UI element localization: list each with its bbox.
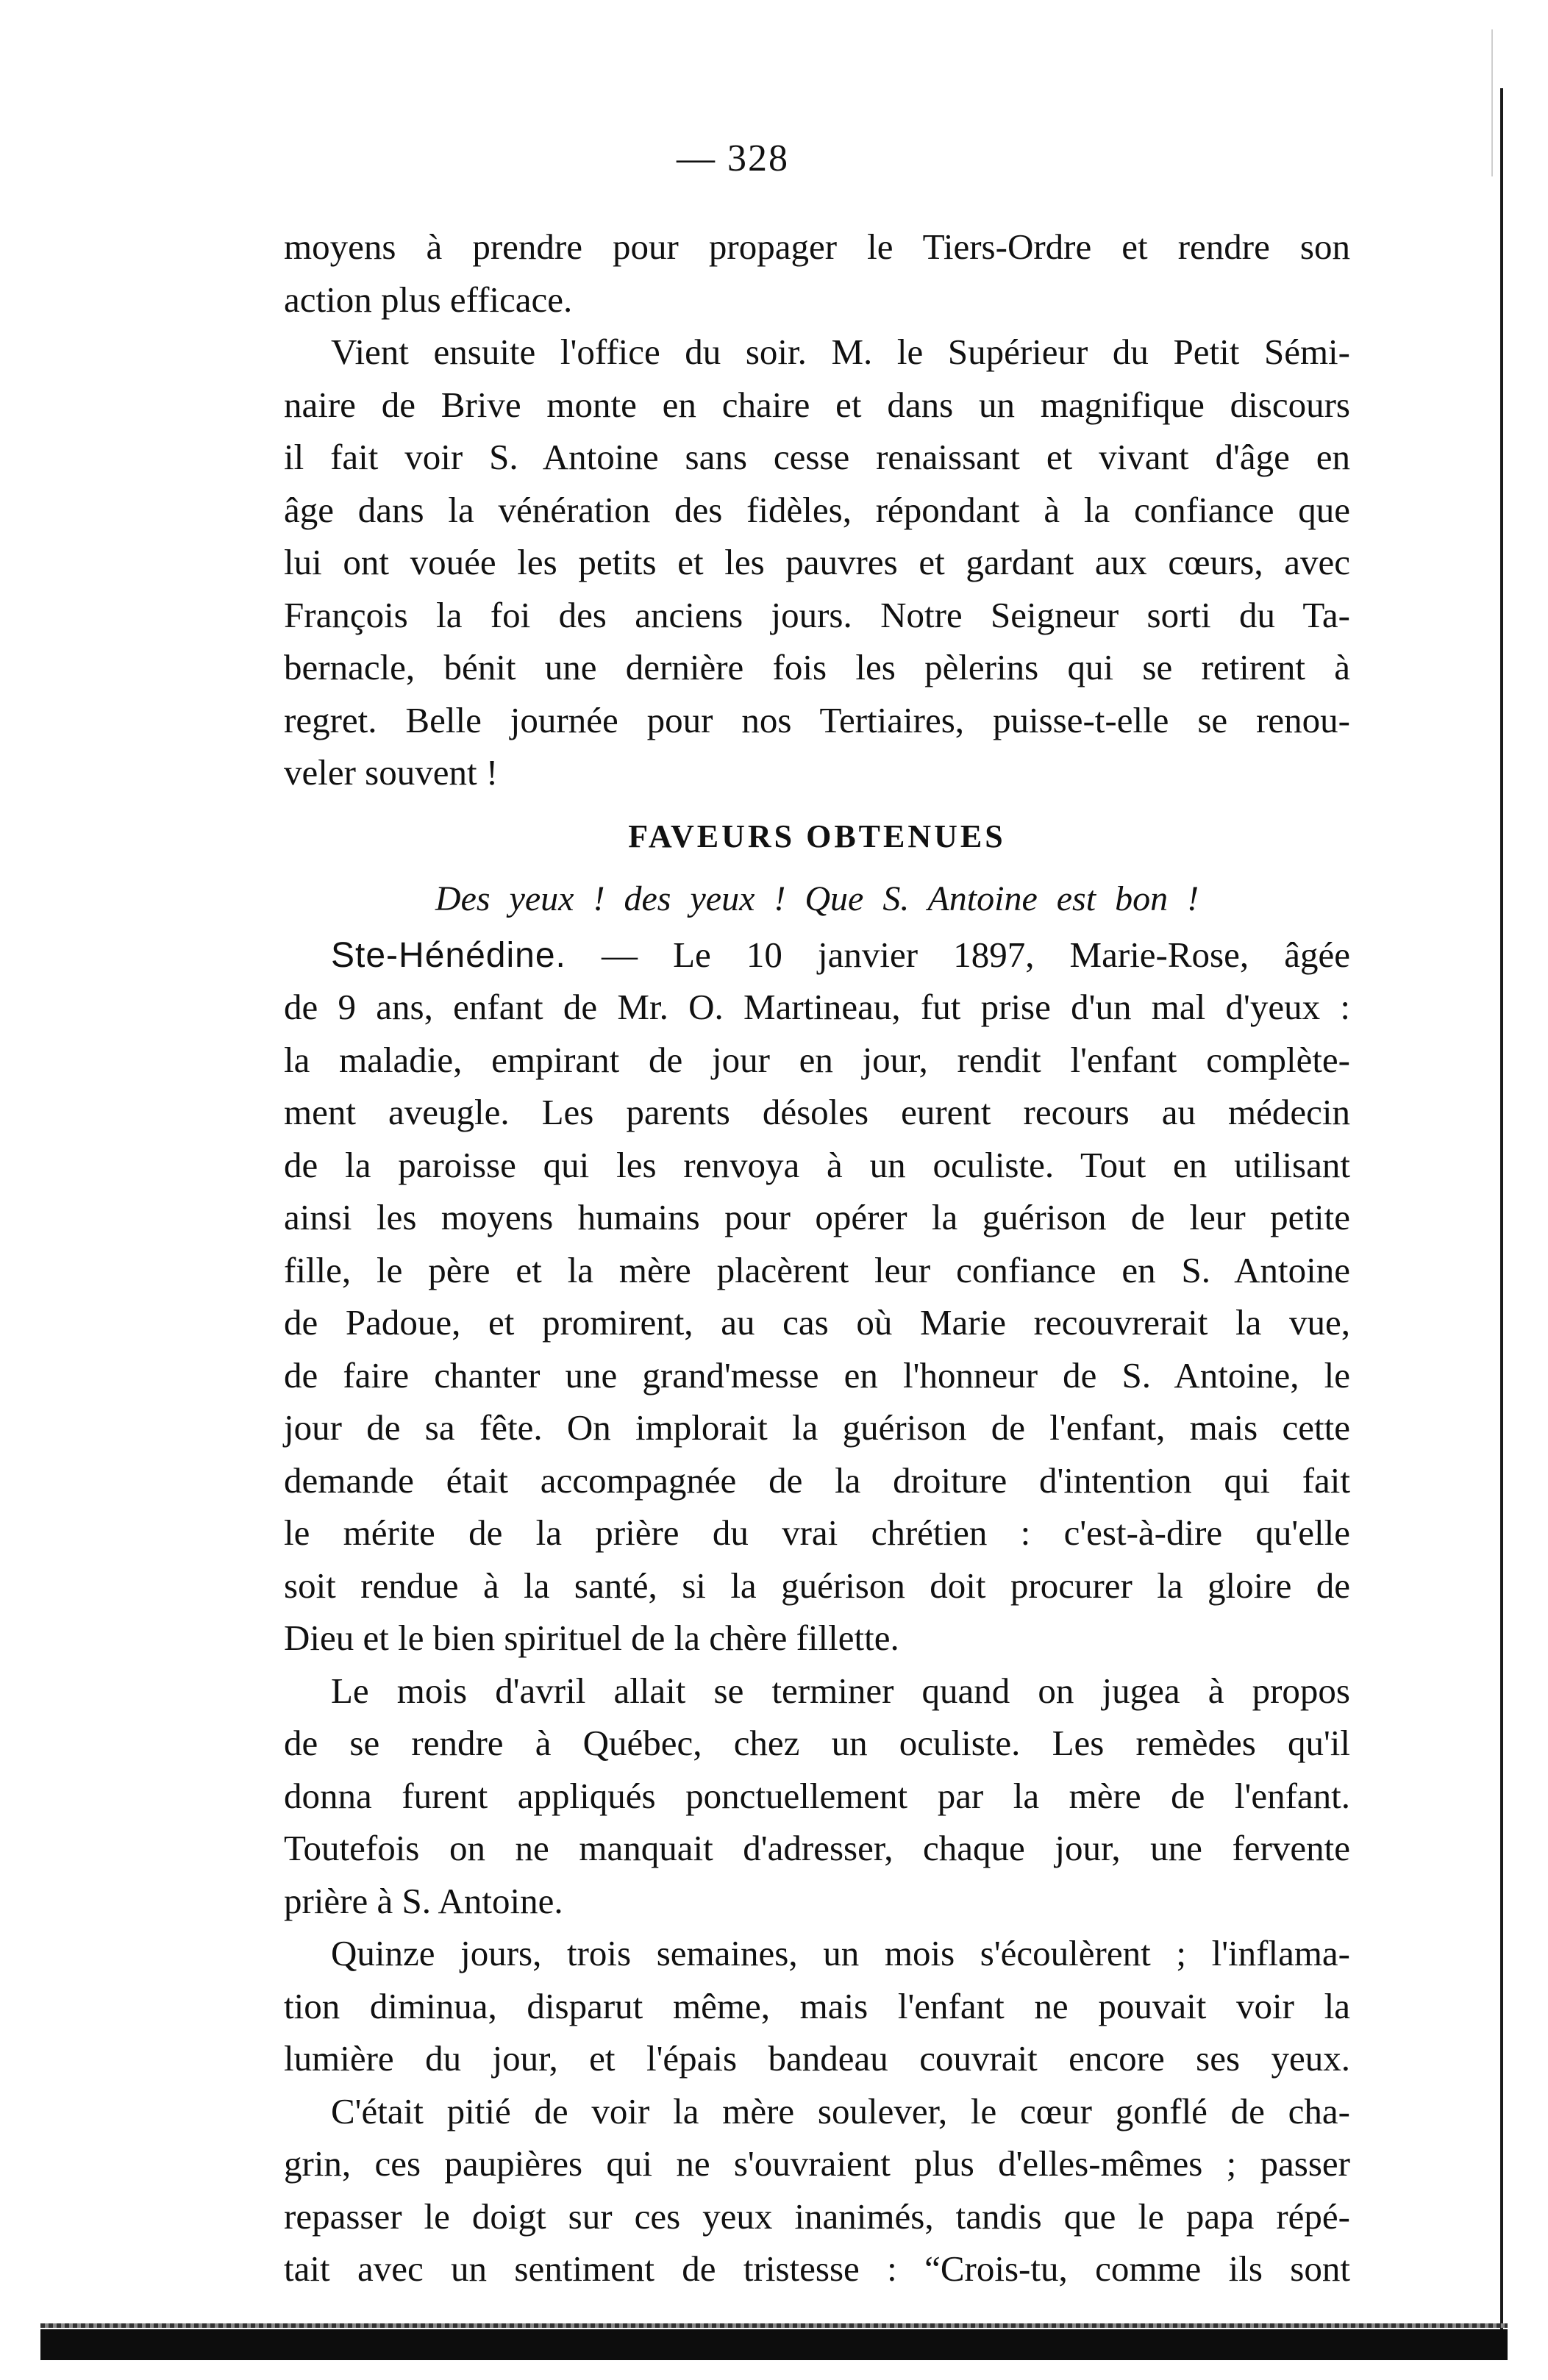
- text-line: tion diminua, disparut même, mais l'enfant ne pouvait voir la: [284, 1985, 1350, 2026]
- text-line: repasser le doigt sur ces yeux inanimés, tandis que le papa répé-: [284, 2195, 1350, 2237]
- text-line: de faire chanter une grand'messe en l'honneur de S. Antoine, le: [284, 1354, 1350, 1396]
- text-line: la maladie, empirant de jour en jour, rendit l'enfant complète-: [284, 1039, 1350, 1080]
- text-line: de la paroisse qui les renvoya à un oculiste. Tout en utilisant: [284, 1144, 1350, 1185]
- paragraph-5: [284, 1927, 1350, 2085]
- paragraph-4: [284, 1665, 1350, 1928]
- paragraph-2: [284, 326, 1350, 799]
- text-line: prière à S. Antoine.: [284, 1880, 563, 1921]
- text-line: regret. Belle journée pour nos Tertiaires, puisse-t-elle se renou-: [284, 699, 1350, 740]
- text-line: donna furent appliqués ponctuellement par la mère de l'enfant.: [284, 1775, 1350, 1816]
- text-line: demande était accompagnée de la droiture d'intention qui fait: [284, 1459, 1350, 1501]
- text-line: de se rendre à Québec, chez un oculiste. Les remèdes qu'il: [284, 1723, 1350, 1763]
- text-line: action plus efficace.: [284, 279, 573, 320]
- paragraph-6: [284, 2085, 1350, 2295]
- text-line: Quinze jours, trois semaines, un mois s'écoulèrent ; l'inflama-: [331, 1933, 1350, 1973]
- page-right-edge: [1500, 88, 1503, 2331]
- scan-bottom-edge: [40, 2329, 1508, 2360]
- text-line: fille, le père et la mère placèrent leur confiance en S. Antoine: [284, 1249, 1350, 1290]
- text-line: lui ont vouée les petits et les pauvres et gardant aux cœurs, avec: [284, 542, 1350, 582]
- text-line: le mérite de la prière du vrai chrétien : c'est-à-dire qu'elle: [284, 1512, 1350, 1553]
- section-subheading: Des yeux ! des yeux ! Que S. Antoine est bon !: [435, 879, 1199, 918]
- text-line: naire de Brive monte en chaire et dans un magnifique discours: [284, 384, 1350, 425]
- text-line: moyens à prendre pour propager le Tiers-Ordre et rendre son: [284, 226, 1350, 267]
- page-number: — 328: [677, 137, 789, 179]
- text-line: Le mois d'avril allait se terminer quand on jugea à propos: [331, 1670, 1350, 1711]
- text-line: tait avec un sentiment de tristesse : “Crois-tu, comme ils sont: [284, 2248, 1350, 2289]
- text-line: ment aveugle. Les parents désoles eurent recours au médecin: [284, 1092, 1350, 1132]
- text-line: Vient ensuite l'office du soir. M. le Supérieur du Petit Sémi-: [331, 332, 1350, 372]
- place-name: Ste-Hénédine.: [331, 935, 566, 975]
- first-line-text: — Le 10 janvier 1897, Marie-Rose, âgée: [566, 934, 1350, 975]
- text-line: il fait voir S. Antoine sans cesse renaissant et vivant d'âge en: [284, 437, 1350, 477]
- text-line: âge dans la vénération des fidèles, répondant à la confiance que: [284, 489, 1350, 530]
- scan-edge-texture: [40, 2323, 1508, 2328]
- section-heading: FAVEURS OBTENUES: [628, 818, 1006, 854]
- page-edge-shadow: [1491, 29, 1493, 176]
- text-line: grin, ces paupières qui ne s'ouvraient plus d'elles-mêmes ; passer: [284, 2143, 1350, 2184]
- text-line: jour de sa fête. On implorait la guérison de l'enfant, mais cette: [284, 1407, 1350, 1448]
- text-line: Toutefois on ne manquait d'adresser, chaque jour, une fervente: [284, 1828, 1350, 1868]
- page-body: [284, 221, 1350, 2295]
- paragraph-1: [284, 221, 1350, 326]
- text-line: François la foi des anciens jours. Notre Seigneur sorti du Ta-: [284, 594, 1350, 635]
- text-line: veler souvent !: [284, 752, 499, 793]
- text-line-first: [284, 929, 1350, 982]
- text-line: ainsi les moyens humains pour opérer la guérison de leur petite: [284, 1197, 1350, 1237]
- text-line: lumière du jour, et l'épais bandeau couvrait encore ses yeux.: [284, 2038, 1350, 2079]
- paragraph-3: [284, 929, 1350, 1665]
- text-line: C'était pitié de voir la mère soulever, le cœur gonflé de cha-: [331, 2090, 1350, 2131]
- text-line: de 9 ans, enfant de Mr. O. Martineau, fut prise d'un mal d'yeux :: [284, 987, 1350, 1027]
- text-line: Dieu et le bien spirituel de la chère fillette.: [284, 1618, 899, 1658]
- text-line: soit rendue à la santé, si la guérison doit procurer la gloire de: [284, 1565, 1350, 1606]
- text-line: bernacle, bénit une dernière fois les pèlerins qui se retirent à: [284, 647, 1350, 687]
- text-line: de Padoue, et promirent, au cas où Marie recouvrerait la vue,: [284, 1302, 1350, 1343]
